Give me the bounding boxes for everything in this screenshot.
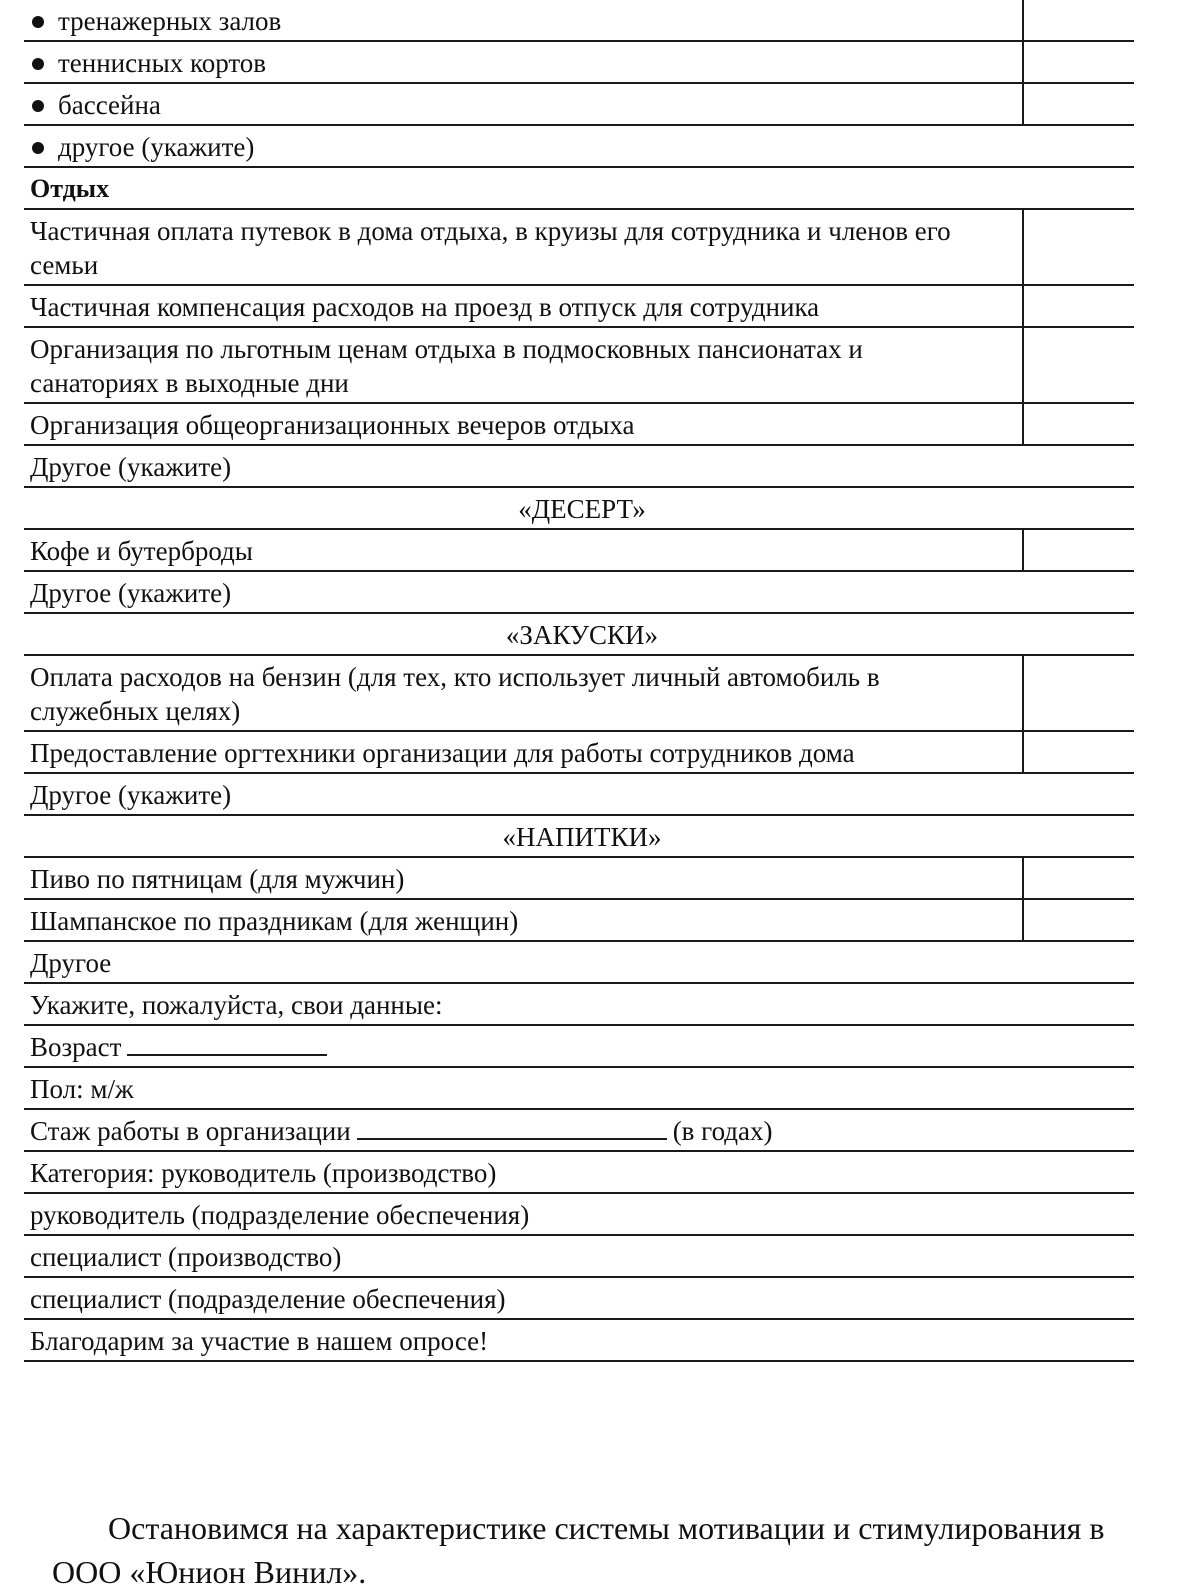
row-text — [30, 450, 1134, 484]
row-label: «ДЕСЕРТ» — [518, 494, 646, 524]
survey-row — [24, 572, 1134, 614]
row-text — [30, 46, 1134, 80]
row-text — [30, 1324, 1134, 1358]
row-label: «НАПИТКИ» — [502, 822, 662, 852]
row-text — [30, 492, 1134, 526]
row-text — [30, 534, 1134, 568]
survey-option-row[interactable] — [24, 858, 1134, 900]
survey-row — [24, 1026, 1134, 1068]
survey-row — [24, 774, 1134, 816]
row-label: Стаж работы в организации — [30, 1116, 351, 1146]
survey-row — [24, 942, 1134, 984]
row-label: Благодарим за участие в нашем опросе! — [30, 1326, 489, 1356]
survey-row — [24, 126, 1134, 168]
row-text — [30, 1198, 1134, 1232]
bullet-icon — [32, 58, 44, 70]
survey-option-row[interactable] — [24, 210, 1134, 286]
survey-row — [24, 1110, 1134, 1152]
survey-option-row[interactable] — [24, 404, 1134, 446]
row-label: Частичная оплата путевок в дома отдыха, в круизы для сотрудника и членов его семьи — [30, 216, 951, 280]
row-text — [30, 904, 1134, 938]
fill-in-blank[interactable] — [127, 1032, 327, 1056]
row-label: Другое (укажите) — [30, 452, 232, 482]
survey-row — [24, 488, 1134, 530]
bullet-icon — [32, 142, 44, 154]
survey-row — [24, 1068, 1134, 1110]
survey-option-row[interactable] — [24, 530, 1134, 572]
fill-in-blank[interactable] — [357, 1116, 667, 1140]
row-label: специалист (производство) — [30, 1242, 342, 1272]
row-text — [30, 660, 1134, 728]
row-text — [30, 1156, 1134, 1190]
row-label: специалист (подразделение обеспечения) — [30, 1284, 506, 1314]
row-label: Отдых — [30, 174, 110, 203]
survey-option-row[interactable] — [24, 42, 1134, 84]
row-label: бассейна — [58, 90, 161, 120]
row-text — [30, 862, 1134, 896]
row-label: «ЗАКУСКИ» — [505, 620, 659, 650]
survey-row — [24, 168, 1134, 210]
row-label: теннисных кортов — [58, 48, 267, 78]
row-text — [30, 214, 1134, 282]
row-text — [30, 736, 1134, 770]
row-text — [30, 576, 1134, 610]
row-text — [30, 408, 1134, 442]
survey-option-row[interactable] — [24, 286, 1134, 328]
row-text — [30, 778, 1134, 812]
row-label: Другое (укажите) — [30, 780, 232, 810]
row-label: другое (укажите) — [58, 132, 255, 162]
row-text — [30, 172, 1134, 206]
body-paragraph: Остановимся на характеристике системы мотивации и стимулирования в ООО «Юнион Винил». — [52, 1510, 1105, 1590]
survey-row — [24, 1152, 1134, 1194]
row-suffix: (в годах) — [672, 1116, 773, 1146]
row-text — [30, 1114, 1134, 1148]
survey-option-row[interactable] — [24, 732, 1134, 774]
row-label: Частичная компенсация расходов на проезд в отпуск для сотрудника — [30, 292, 820, 322]
row-label: Возраст — [30, 1032, 122, 1062]
row-text — [30, 1240, 1134, 1274]
row-text — [30, 290, 1134, 324]
row-label: Предоставление оргтехники организации для работы сотрудников дома — [30, 738, 855, 768]
survey-row — [24, 984, 1134, 1026]
survey-row — [24, 816, 1134, 858]
row-text — [30, 332, 1134, 400]
bullet-icon — [32, 100, 44, 112]
row-label: руководитель (подразделение обеспечения) — [30, 1200, 530, 1230]
survey-option-row[interactable] — [24, 84, 1134, 126]
row-text — [30, 130, 1134, 164]
survey-option-row[interactable] — [24, 328, 1134, 404]
survey-row — [24, 1278, 1134, 1320]
row-label: Пиво по пятницам (для мужчин) — [30, 864, 405, 894]
row-text — [30, 820, 1134, 854]
survey-row — [24, 1236, 1134, 1278]
row-text — [30, 1072, 1134, 1106]
row-text — [30, 988, 1134, 1022]
row-text — [30, 4, 1134, 38]
row-text — [30, 618, 1134, 652]
row-text — [30, 946, 1134, 980]
survey-option-row[interactable] — [24, 0, 1134, 42]
row-text — [30, 1030, 1134, 1064]
row-label: Организация по льготным ценам отдыха в подмосковных пансионатах и санаториях в выходные дни — [30, 334, 863, 398]
row-text — [30, 1282, 1134, 1316]
row-label: Укажите, пожалуйста, свои данные: — [30, 990, 443, 1020]
bullet-icon — [32, 16, 44, 28]
row-label: Кофе и бутерброды — [30, 536, 253, 566]
survey-row — [24, 446, 1134, 488]
survey-option-row[interactable] — [24, 656, 1134, 732]
row-label: Другое — [30, 948, 112, 978]
row-label: Оплата расходов на бензин (для тех, кто использует личный автомобиль в служебных целях) — [30, 662, 880, 726]
row-label: Категория: руководитель (производство) — [30, 1158, 497, 1188]
survey-option-row[interactable] — [24, 900, 1134, 942]
row-label: Пол: м/ж — [30, 1074, 134, 1104]
survey-table — [24, 0, 1134, 1362]
row-label: Организация общеорганизационных вечеров отдыха — [30, 410, 635, 440]
survey-row — [24, 614, 1134, 656]
row-label: Шампанское по праздникам (для женщин) — [30, 906, 519, 936]
row-text — [30, 88, 1134, 122]
row-label: тренажерных залов — [58, 6, 282, 36]
survey-row — [24, 1194, 1134, 1236]
survey-row — [24, 1320, 1134, 1362]
row-label: Другое (укажите) — [30, 578, 232, 608]
